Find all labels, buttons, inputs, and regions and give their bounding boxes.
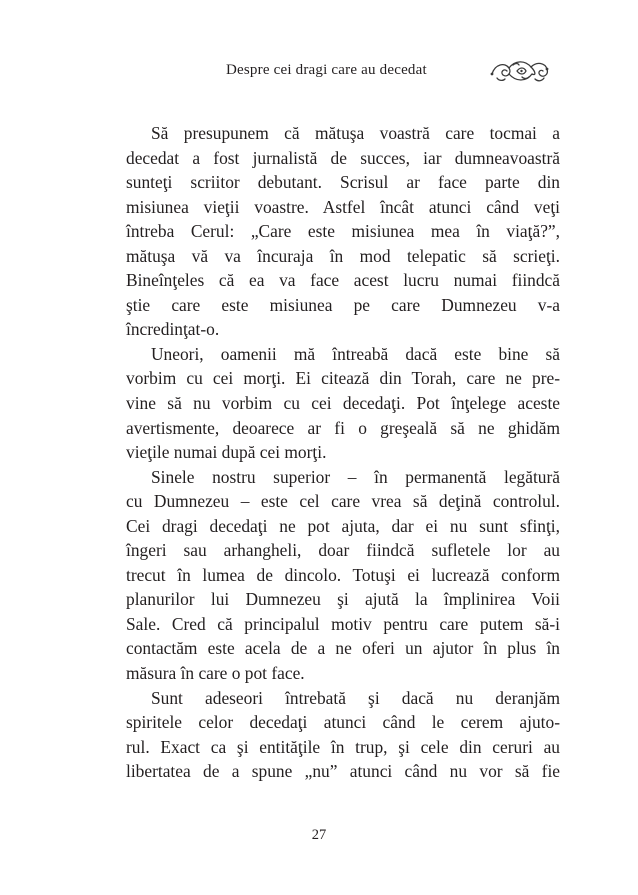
- text-line: libertatea de a spune „nu” atunci când nu vor să fie: [126, 761, 560, 782]
- text-line: Cei dragi decedaţi ne pot ajuta, dar ei nu sunt sfinţi,: [126, 515, 560, 536]
- text-line: avertismente, deoarece ar fi o greşeală să ne ghidăm: [126, 417, 560, 438]
- text-line: îngeri sau arhangheli, doar fiindcă sufletele lor au: [126, 540, 560, 561]
- text-line: Bineînţeles că ea va face acest lucru numai fiindcă: [126, 270, 560, 291]
- text-line: încredinţat-o.: [126, 319, 220, 340]
- running-title: Despre cei dragi care au decedat: [226, 62, 427, 78]
- paragraph: [126, 465, 560, 686]
- text-line: Sinele nostru superior – în permanentă legătură: [151, 466, 560, 487]
- text-line: misiunea vieţii voastre. Astfel încât atunci când veţi: [126, 196, 560, 217]
- text-line: vine să nu vorbim cu cei decedaţi. Pot înţelege aceste: [126, 393, 560, 414]
- text-line: decedat a fost jurnalistă de succes, iar dumneavoastră: [126, 147, 560, 168]
- paragraph: [126, 342, 560, 465]
- text-line: rul. Exact ca şi entităţile în trup, şi cele din ceruri au: [126, 736, 560, 757]
- text-line: întreba Cerul: „Care este misiunea mea în viaţă?”,: [126, 221, 560, 242]
- text-line: cu Dumnezeu – este cel care vrea să deţină controlul.: [126, 491, 560, 512]
- text-line: Sale. Cred că principalul motiv pentru care putem să-i: [126, 613, 560, 634]
- text-line: spiritele celor decedaţi atunci când le cerem ajuto-: [126, 712, 560, 733]
- paragraph: [126, 686, 560, 784]
- text-line: trecut în lumea de dincolo. Totuşi ei lucrează conform: [126, 564, 560, 585]
- text-line: măsura în care o pot face.: [126, 663, 305, 684]
- text-line: Uneori, oamenii mă întreabă dacă este bine să: [151, 343, 560, 364]
- text-line: vieţile numai după cei morţi.: [126, 442, 327, 463]
- page-number: 27: [311, 827, 327, 843]
- text-line: Să presupunem că mătuşa voastră care tocmai a: [151, 123, 560, 143]
- text-line: sunteţi scriitor debutant. Scrisul ar face parte din: [126, 172, 560, 193]
- text-line: vorbim cu cei morţi. Ei citează din Torah, care ne pre-: [126, 368, 560, 389]
- body-text: [126, 121, 560, 784]
- text-line: mătuşa vă va încuraja în mod telepatic să scrieţi.: [126, 245, 560, 266]
- paragraph: [126, 121, 560, 342]
- text-line: ştie care este misiunea pe care Dumnezeu v-a: [126, 294, 560, 315]
- text-line: Sunt adeseori întrebată şi dacă nu deranjăm: [151, 687, 560, 708]
- text-line: planurilor lui Dumnezeu şi ajută la împlinirea Voii: [126, 589, 560, 610]
- scroll-flourish-icon: [489, 56, 551, 86]
- text-line: contactăm este acela de a ne oferi un ajutor în plus în: [126, 638, 560, 659]
- running-header: [0, 56, 638, 90]
